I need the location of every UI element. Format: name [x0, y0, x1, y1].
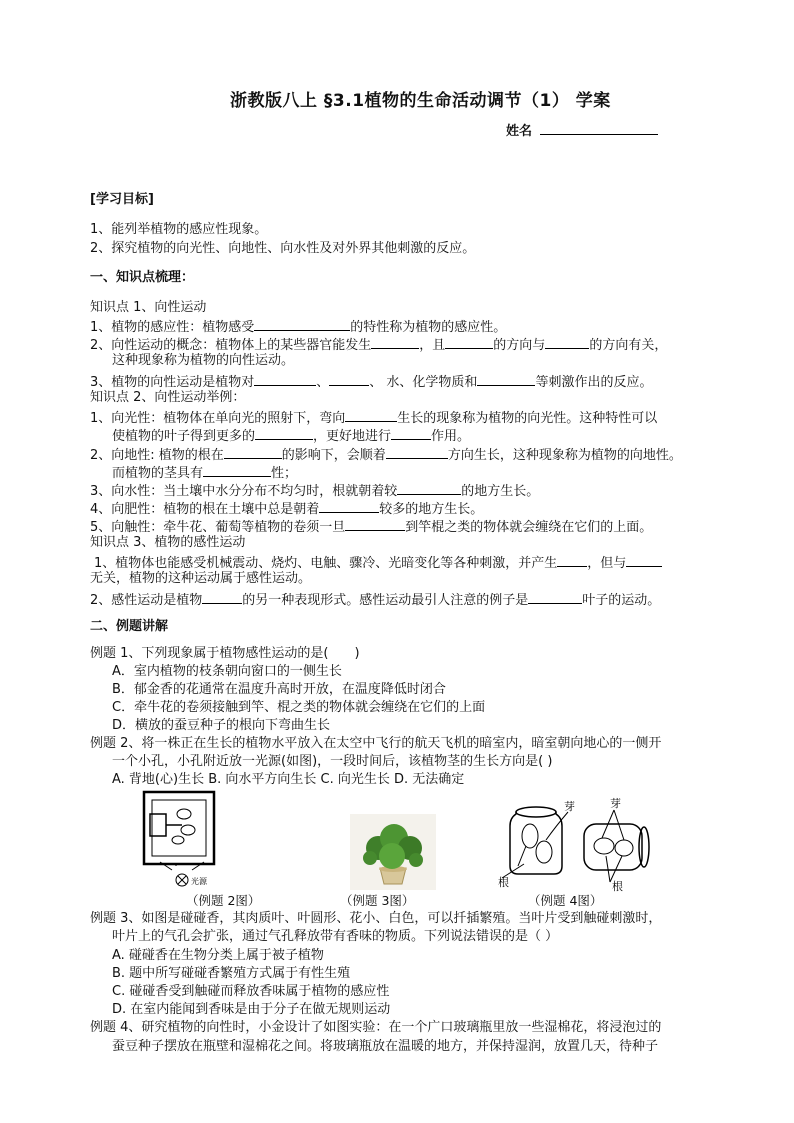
figure-2-caption: （例题 2图） [186, 893, 261, 908]
figure-3-plant-photo [350, 814, 436, 890]
kp3-heading: 知识点 3、植物的感性运动 [90, 535, 246, 550]
kp1-line-2: 2、向性运动的概念：植物体上的某些器官能发生 ，且 的方向与 的方向有关， [90, 334, 667, 355]
kp3-line-2: 2、感性运动是植物 的另一种表现形式。感性运动最引人注意的例子是 叶子的运动。 [90, 589, 660, 610]
example-1-option-d: D．横放的蚕豆种子的根向下弯曲生长 [112, 718, 331, 733]
fill-blank[interactable] [371, 334, 419, 349]
goals-heading: [学习目标] [90, 192, 154, 207]
jar-1-seed [522, 824, 538, 848]
fill-blank[interactable] [626, 552, 662, 567]
example-3-option-a: A. 碰碰香在生物分类上属于被子植物 [112, 948, 324, 963]
figure-2-dark-room [132, 788, 242, 890]
room-outline [144, 792, 214, 864]
plant-leaf [172, 836, 184, 844]
kp2-heading: 知识点 2、向性运动举例： [90, 390, 246, 405]
name-blank-line [540, 134, 658, 135]
kp1-line-3: 3、植物的向性运动是植物对 、 、 水、化学物质和 等刺激作出的反应。 [90, 371, 652, 392]
fill-blank[interactable] [557, 552, 587, 567]
fill-blank[interactable] [329, 371, 369, 386]
jar-2-root-label: 根 [612, 880, 623, 892]
kp1-heading: 知识点 1、向性运动 [90, 300, 207, 315]
fill-blank[interactable] [224, 444, 282, 459]
example-3-question-cont: 叶片上的气孔会扩张，通过气孔释放带有香味的物质。下列说法错误的是（ ） [112, 929, 559, 944]
fill-blank[interactable] [345, 407, 397, 422]
kp3-line-1b: 无关，植物的这种运动属于感性运动。 [90, 571, 312, 586]
light-source-label: 光源 [191, 877, 207, 886]
fill-blank[interactable] [391, 425, 431, 440]
fill-blank[interactable] [203, 462, 271, 477]
example-1-option-a: A．室内植物的枝条朝向窗口的一侧生长 [112, 664, 342, 679]
example-1-option-b: B．郁金香的花通常在温度升高时开放，在温度降低时闭合 [112, 682, 446, 697]
fill-blank[interactable] [255, 425, 313, 440]
room-inner [152, 800, 206, 856]
fill-blank[interactable] [545, 334, 589, 349]
jar-1-bud-label: 芽 [564, 800, 575, 813]
fill-blank[interactable] [397, 480, 461, 495]
jar-2-seed [594, 838, 614, 854]
fill-blank[interactable] [477, 371, 535, 386]
fill-blank[interactable] [254, 371, 316, 386]
goal-item-1: 1、能列举植物的感应性现象。 [90, 222, 268, 237]
kp2-line-4: 4、向肥性：植物的根在土壤中总是朝着 较多的地方生长。 [90, 498, 483, 519]
example-3-option-b: B. 题中所写碰碰香繁殖方式属于有性生殖 [112, 966, 351, 981]
section2-heading: 二、例题讲解 [90, 619, 169, 634]
kp2-line-2b: 而植物的茎具有 性； [112, 462, 297, 483]
fill-blank[interactable] [528, 589, 582, 604]
fill-blank[interactable] [445, 334, 493, 349]
example-3-option-c: C. 碰碰香受到触碰而释放香味属于植物的感应性 [112, 984, 390, 999]
kp3-line-1: 1、植物体也能感受机械震动、烧灼、电触、骤冷、光暗变化等各种刺激，并产生 ，但与 [94, 552, 662, 573]
plant-leaf [177, 809, 191, 819]
example-3-question: 例题 3、如图是碰碰香，其肉质叶、叶圆形、花小、白色，可以扦插繁殖。当叶片受到触碰刺激时， [90, 911, 662, 926]
kp1-line-2b: 这种现象称为植物的向性运动。 [112, 353, 295, 368]
jar-1-root-label: 根 [498, 876, 509, 889]
fill-blank[interactable] [345, 516, 405, 531]
example-3-option-d: D. 在室内能闻到香味是由于分子在做无规则运动 [112, 1002, 391, 1017]
kp2-line-2: 2、向地性: 植物的根在 的影响下，会顺着 方向生长，这种现象称为植物的向地性。 [90, 444, 682, 465]
fill-blank[interactable] [319, 498, 379, 513]
leaf-cluster [379, 843, 405, 869]
jar-2-bud-label: 芽 [610, 797, 621, 810]
page-title: 浙教版八上 §3.1植物的生命活动调节（1） 学案 [230, 91, 611, 111]
jar-2-bud-pointer [614, 810, 624, 840]
figure-3-caption: （例题 3图） [340, 893, 415, 908]
kp2-line-1b: 使植物的叶子得到更多的 ，更好地进行 作用。 [112, 425, 470, 446]
kp2-line-5: 5、向触性：牵牛花、葡萄等植物的卷须一旦 到竿棍之类的物体就会缠绕在它们的上面。 [90, 516, 652, 537]
example-4-question-cont: 蚕豆种子摆放在瓶壁和湿棉花之间。将玻璃瓶放在温暖的地方，并保持湿润，放置几天，待种子 [112, 1039, 659, 1054]
example-4-question: 例题 4、研究植物的向性时，小金设计了如图实验：在一个广口玻璃瓶里放一些湿棉花，将浸泡过的 [90, 1020, 662, 1035]
jar-2-root-pointer [606, 856, 610, 882]
example-2-question: 例题 2、将一株正在生长的植物水平放入在太空中飞行的航天飞机的暗室内，暗室朝向地心的一侧开 [90, 736, 662, 751]
name-label: 姓名 [506, 124, 533, 139]
kp2-line-1: 1、向光性：植物体在单向光的照射下，弯向 生长的现象称为植物的向光性。这种特性可以 [90, 407, 657, 428]
figure-4-seed-jars [496, 796, 666, 892]
example-1-option-c: C．牵牛花的卷须接触到竿、棍之类的物体就会缠绕在它们的上面 [112, 700, 486, 715]
leaf-cluster [409, 853, 423, 867]
section1-heading: 一、知识点梳理： [90, 270, 195, 285]
fill-blank[interactable] [202, 589, 242, 604]
figure-4-caption: （例题 4图） [528, 893, 603, 908]
goal-item-2: 2、探究植物的向光性、向地性、向水性及对外界其他刺激的反应。 [90, 241, 476, 256]
plant-leaf [181, 825, 195, 835]
jar-1-seed [536, 841, 552, 863]
example-2-question-cont: 一个小孔，小孔附近放一光源(如图)，一段时间后，该植物茎的生长方向是( ) [112, 754, 553, 769]
fill-blank[interactable] [386, 444, 448, 459]
jar-2-mouth [639, 827, 649, 867]
kp1-line-1: 1、植物的感应性：植物感受 的特性称为植物的感应性。 [90, 316, 506, 337]
jar-2-seed [615, 840, 633, 856]
jar-2-root-pointer [610, 856, 622, 882]
jar-1-mouth [516, 807, 556, 817]
kp2-line-3: 3、向水性：当土壤中水分分布不均匀时，根就朝着较 的地方生长。 [90, 480, 539, 501]
fill-blank[interactable] [254, 316, 350, 331]
example-2-options: A. 背地(心)生长 B. 向水平方向生长 C. 向光生长 D. 无法确定 [112, 772, 465, 787]
jar-1-root [518, 846, 526, 866]
leaf-cluster [363, 851, 377, 865]
example-1-question: 例题 1、下列现象属于植物感性运动的是( ) [90, 646, 360, 661]
